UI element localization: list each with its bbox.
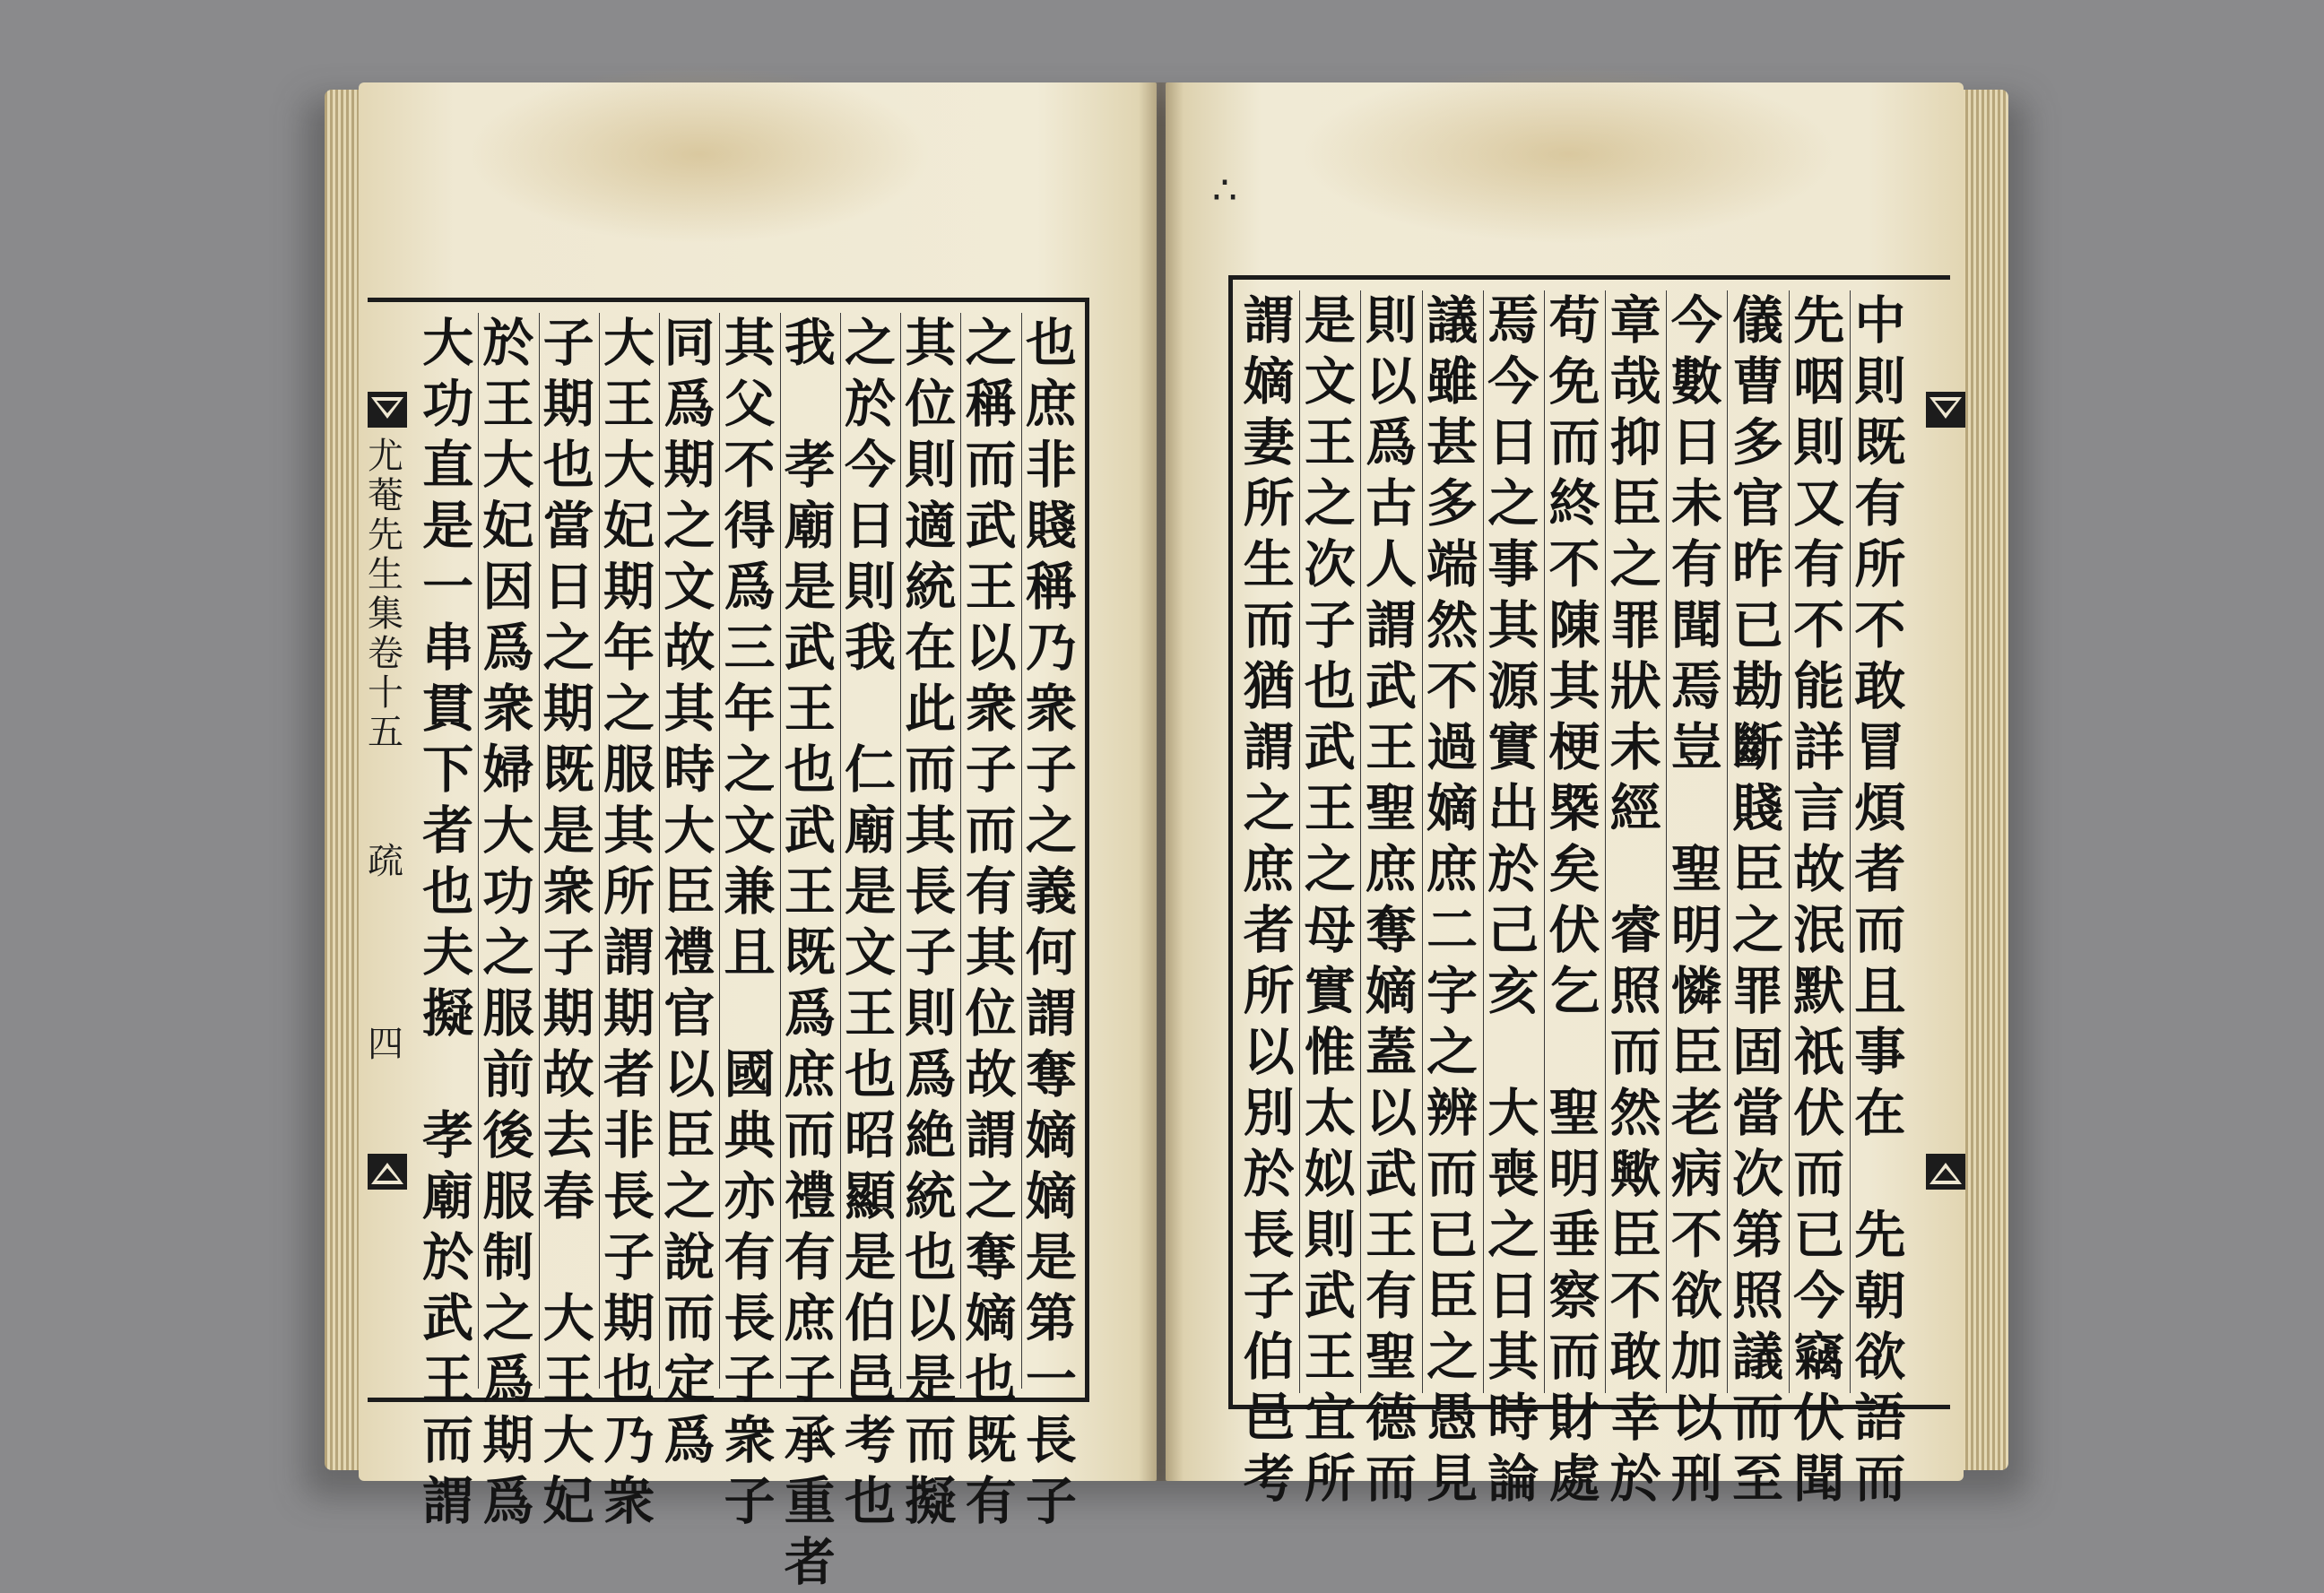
ink-smudge: ∴ [1212, 168, 1237, 213]
column-rule [1483, 290, 1484, 1393]
column-rule [1666, 290, 1667, 1393]
left-page [359, 82, 1157, 1592]
column-rule [478, 313, 479, 1389]
glyph: 疏 [368, 841, 403, 882]
book-gutter [1139, 82, 1184, 1481]
right-text-column-4: 今 數 日 未 有 聞 焉 豈 聖 明 憐 臣 老 病 不 欲 加 以 刑 [1670, 290, 1722, 1509]
column-rule [1021, 313, 1022, 1389]
glyph: 四 [368, 1024, 403, 1065]
glyph: 先 [368, 515, 403, 556]
column-rule [960, 313, 961, 1389]
glyph: 十 [368, 672, 403, 714]
glyph: 卷 [368, 633, 403, 674]
left-text-column-11: 大 功 直 是 一 串 貫 下 者 也 夫 擬 孝 廟 於 武 王 而 謂 [422, 313, 474, 1531]
right-text-column-7: 焉 今 日 之 事 其 源 實 出 於 己 亥 大 喪 之 日 其 時 論 [1487, 290, 1539, 1509]
column-rule [539, 313, 540, 1389]
right-text-block [1238, 290, 1911, 1509]
right-text-column-5: 章 哉 抑 臣 之 罪 狀 未 經 睿 照 而 然 歟 臣 不 敢 幸 於 [1609, 290, 1661, 1509]
column-rule [719, 313, 720, 1389]
glyph: 菴 [368, 475, 403, 516]
column-rule [1789, 290, 1790, 1393]
left-text-column-2: 之 稱 而 武 王 以 衆 子 而 有 其 位 故 謂 之 奪 嫡 也 既 有 [965, 313, 1017, 1531]
left-text-frame [368, 298, 1089, 1592]
left-text-column-8: 大 王 大 妃 期 年 之 服 其 所 謂 期 者 非 長 子 期 也 乃 衆 [603, 313, 655, 1531]
left-text-column-6: 其 父 不 得 爲 三 年 之 文 兼 且 國 典 亦 有 長 子 衆 子 [724, 313, 776, 1531]
glyph: 尤 [368, 436, 403, 477]
column-rule [900, 313, 901, 1389]
right-text-column-3: 儀 曹 多 官 昨 已 勘 斷 賤 臣 之 罪 固 當 次 第 照 議 而 至 [1732, 290, 1784, 1509]
left-text-column-1: 也 庶 非 賤 稱 乃 衆 子 之 義 何 謂 奪 嫡 嫡 是 第 一 長 子 [1025, 313, 1077, 1531]
glyph: 生 [368, 554, 403, 595]
column-rule [1850, 290, 1851, 1393]
column-rule [1299, 290, 1300, 1393]
left-text-block [418, 313, 1081, 1592]
right-text-frame [1228, 275, 1950, 1509]
left-text-column-7: 同 爲 期 之 文 故 其 時 大 臣 禮 官 以 臣 之 說 而 定 爲 [663, 313, 715, 1470]
right-text-column-6: 苟 免 而 終 不 陳 其 梗 槩 矣 伏 乞 聖 明 垂 察 而 財 處 [1548, 290, 1600, 1509]
right-text-column-1: 中 則 既 有 所 不 敢 冒 煩 者 而 且 事 在 先 朝 欲 語 而 [1854, 290, 1906, 1509]
column-rule [840, 313, 841, 1389]
glyph: 集 [368, 593, 403, 635]
glyph: 五 [368, 712, 403, 753]
right-text-column-11: 謂 嫡 妻 所 生 而 猶 謂 之 庶 者 所 以 別 於 長 子 伯 邑 考 [1243, 290, 1295, 1509]
column-rule [1422, 290, 1423, 1393]
column-rule [1605, 290, 1606, 1393]
column-rule [780, 313, 781, 1389]
right-text-column-2: 先 咽 則 又 有 不 能 詳 言 故 泯 默 祇 伏 而 已 今 竊 伏 聞 [1793, 290, 1845, 1509]
column-rule [599, 313, 600, 1389]
left-text-column-10: 於 王 大 妃 因 爲 衆 婦 大 功 之 服 前 後 服 制 之 爲 期 爲 [482, 313, 534, 1531]
water-stain [466, 65, 932, 244]
left-text-column-5: 我 孝 廟 是 武 王 也 武 王 既 爲 庶 而 禮 有 庶 子 承 重 者 [784, 313, 836, 1592]
right-text-column-9: 則 以 爲 古 人 謂 武 王 聖 庶 奪 嫡 蓋 以 武 王 有 聖 德 而 [1365, 290, 1417, 1509]
left-text-column-4: 之 於 今 日 則 我 仁 廟 是 文 王 也 昭 顯 是 伯 邑 考 也 [845, 313, 897, 1531]
water-stain [1300, 65, 1838, 244]
column-rule [1544, 290, 1545, 1393]
right-page [1166, 82, 1964, 1509]
right-text-column-8: 議 雖 甚 多 端 然 不 過 嫡 庶 二 字 之 辨 而 已 臣 之 愚 見 [1426, 290, 1479, 1509]
column-rule [659, 313, 660, 1389]
column-rule [1727, 290, 1728, 1393]
left-text-column-3: 其 位 則 適 統 在 此 而 其 長 子 則 爲 絶 統 也 以 是 而 擬 [905, 313, 957, 1531]
column-rule [1360, 290, 1361, 1393]
left-text-column-9: 子 期 也 當 日 之 期 既 是 衆 子 期 故 去 春 大 王 大 妃 [542, 313, 594, 1531]
right-text-column-10: 是 文 王 之 次 子 也 武 王 之 母 實 惟 太 姒 則 武 王 宜 所 [1304, 290, 1356, 1509]
